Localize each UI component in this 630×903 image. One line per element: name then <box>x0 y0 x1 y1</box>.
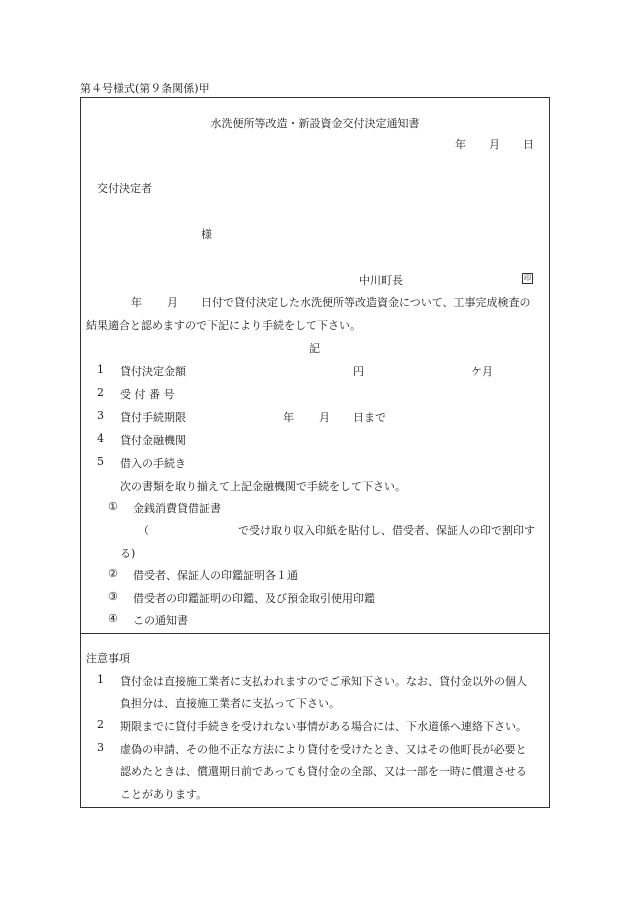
date-day: 日 <box>523 138 534 151</box>
recipient-label: 交付決定者 <box>97 182 152 195</box>
item-1-yen: 円 <box>353 365 364 378</box>
intro-year: 年 <box>131 296 142 309</box>
doc-1-number: ① <box>108 500 118 513</box>
item-3-year: 年 <box>283 411 294 424</box>
form-number-label: 第４号様式(第９条関係)甲 <box>80 82 210 95</box>
item-3-label: 貸付手続期限 <box>120 411 186 424</box>
item-3-number: 3 <box>97 409 104 422</box>
doc-2-number: ② <box>108 567 118 580</box>
intro-text-line2: 結果適合と認めますので下記により手続をして下さい。 <box>86 319 361 332</box>
doc-1-note-text: で受け取り収入印紙を貼付し、借受者、保証人の印で割印す <box>238 524 535 537</box>
item-3-until: 日まで <box>353 411 386 424</box>
item-4-number: 4 <box>97 432 104 445</box>
notes-title: 注意事項 <box>86 652 130 665</box>
recipient-honorific: 様 <box>201 228 212 241</box>
doc-3-number: ③ <box>108 590 118 603</box>
note-1-line1: 貸付金は直接施工業者に支払われますのでご承知下さい。なお、貸付金以外の個人 <box>120 675 527 688</box>
date-month: 月 <box>489 138 500 151</box>
date-year: 年 <box>455 138 466 151</box>
doc-1-note-open: （ <box>138 524 149 537</box>
doc-3-label: 借受者の印鑑証明の印鑑、及び預金取引使用印鑑 <box>133 592 375 605</box>
note-2-number: 2 <box>97 718 104 731</box>
item-1-label: 貸付決定金額 <box>120 365 186 378</box>
note-3-line2: 認めたときは、償還期日前であっても貸付金の全部、又は一部を一時に償還させる <box>120 765 527 778</box>
seal-mark: 印 <box>524 273 531 282</box>
item-5-number: 5 <box>97 455 104 468</box>
item-3-month: 月 <box>319 411 330 424</box>
item-5-label: 借入の手続き <box>120 457 186 470</box>
issuer-seal <box>522 271 533 284</box>
ki-heading: 記 <box>309 342 320 355</box>
item-2-label: 受 付 番 号 <box>120 388 175 401</box>
notes-divider <box>80 633 550 634</box>
doc-4-number: ④ <box>108 612 118 625</box>
document-title: 水洗便所等改造・新設資金交付決定通知書 <box>210 117 420 130</box>
item-4-label: 貸付金融機関 <box>120 434 186 447</box>
note-2-line1: 期限までに貸付手続きを受けれない事情がある場合には、下水道係へ連絡下さい。 <box>120 720 527 733</box>
intro-month: 月 <box>167 296 178 309</box>
issuer-name: 中川町長 <box>359 274 403 287</box>
procedure-intro: 次の書類を取り揃えて上記金融機関で手続をして下さい。 <box>120 480 406 493</box>
doc-1-label: 金銭消費貸借証書 <box>133 502 221 515</box>
note-3-line1: 虚偽の申請、その他不正な方法により貸付を受けたとき、又はその他町長が必要と <box>120 743 527 756</box>
doc-1-note-cont: る) <box>120 547 136 560</box>
item-2-number: 2 <box>97 386 104 399</box>
note-1-line2: 負担分は、直接施工業者に支払って下さい。 <box>120 697 340 710</box>
intro-text: 日付で貸付決定した水洗便所等改造資金について、工事完成検査の <box>201 296 531 309</box>
note-3-line3: ことがあります。 <box>120 788 208 801</box>
item-1-number: 1 <box>97 363 104 376</box>
item-1-months: ケ月 <box>471 365 493 378</box>
doc-2-label: 借受者、保証人の印鑑証明各１通 <box>133 569 298 582</box>
doc-4-label: この通知書 <box>133 614 188 627</box>
note-1-number: 1 <box>97 673 104 686</box>
note-3-number: 3 <box>97 741 104 754</box>
